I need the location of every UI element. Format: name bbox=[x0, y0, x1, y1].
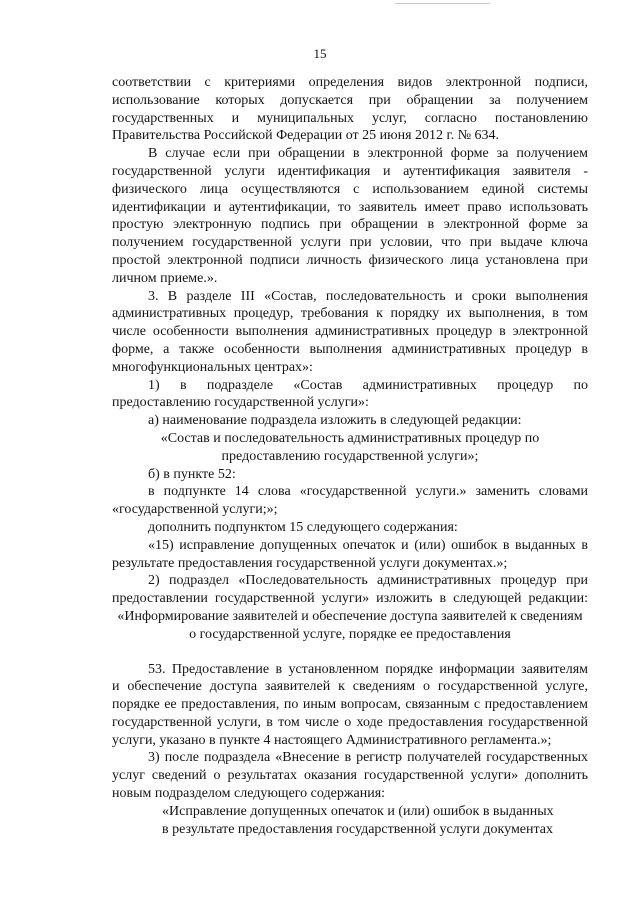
text-line: государственной услуги идентификация и аутентификация заявителя - bbox=[112, 163, 588, 179]
text-line: личном приеме.». bbox=[112, 270, 218, 286]
text-line: и обеспечение доступа заявителей к сведениям о государственной услуге, bbox=[112, 679, 588, 695]
blank-line bbox=[112, 644, 588, 661]
subsection-title-line: «Исправление допущенных опечаток и (или) ошибок в выданных bbox=[162, 803, 554, 819]
text-line: получением государственной услуги при условии, что при выдаче ключа bbox=[112, 235, 588, 251]
text-line: «15) исправление допущенных опечаток и (или) ошибок в выданных в bbox=[148, 537, 588, 553]
text-line: новым подразделом следующего содержания: bbox=[112, 786, 386, 802]
text-line: результате предоставления государственной услуги документах.»; bbox=[112, 555, 508, 571]
text-line: б) в пункте 52: bbox=[148, 466, 236, 482]
scan-artifact-line bbox=[395, 3, 490, 4]
subsection-title-line: предоставлению государственной услуги»; bbox=[221, 448, 479, 464]
text-line: многофункциональных центрах»: bbox=[112, 359, 313, 375]
text-line: административных процедур, требования к порядку их выполнения, в том bbox=[112, 306, 588, 322]
subsection-title-line: в результате предоставления государственной услуги документах bbox=[162, 821, 554, 837]
text-line: 2) подраздел «Последовательность административных процедур при bbox=[148, 573, 588, 589]
text-line: предоставлении государственной услуги» изложить в следующей редакции: bbox=[112, 591, 588, 607]
text-line: числе особенности выполнения административных процедур в электронной bbox=[112, 324, 588, 340]
text-line: государственных и муниципальных услуг, согласно постановлению bbox=[112, 110, 588, 126]
text-line: дополнить подпунктом 15 следующего содержания: bbox=[148, 519, 458, 535]
text-line: 3) после подраздела «Внесение в регистр получателей государственных bbox=[148, 750, 588, 766]
text-line: а) наименование подраздела изложить в следующей редакции: bbox=[148, 413, 522, 429]
text-line: соответствии с критериями определения видов электронной подписи, bbox=[112, 75, 588, 90]
text-line: В случае если при обращении в электронной форме за получением bbox=[148, 146, 588, 162]
text-line: услуг сведений о результатах оказания государственной услуги» дополнить bbox=[112, 768, 588, 784]
text-line: Правительства Российской Федерации от 25 июня 2012 г. № 634. bbox=[112, 128, 500, 144]
text-line: форме, а также особенности выполнения административных процедур в bbox=[112, 341, 588, 357]
text-line: идентификации и аутентификации, то заявитель имеет право использовать bbox=[112, 199, 588, 215]
text-line: предоставлению государственной услуги»: bbox=[112, 395, 369, 411]
text-line: простой электронной подписи личность физического лица установлена при bbox=[112, 252, 588, 268]
page-number: 15 bbox=[313, 46, 327, 61]
subsection-title-line: о государственной услуге, порядке ее предоставления bbox=[189, 626, 511, 642]
text-line: «государственной услуги;»; bbox=[112, 502, 278, 518]
text-line: 1) в подразделе «Состав административных процедур по bbox=[148, 377, 588, 393]
text-line: 53. Предоставление в установленном порядке информации заявителям bbox=[148, 661, 588, 677]
text-line: физического лица осуществляются с использованием единой системы bbox=[112, 181, 588, 197]
text-line: государственной услуги, в том числе о ходе предоставления государственной bbox=[112, 714, 588, 730]
text-line: услуги, указано в пункте 4 настоящего Административного регламента.»; bbox=[112, 732, 552, 748]
text-line: 3. В разделе III «Состав, последовательность и сроки выполнения bbox=[148, 288, 588, 304]
subsection-title-line: «Информирование заявителей и обеспечение доступа заявителей к сведениям bbox=[117, 608, 583, 624]
text-line: порядке ее предоставления, по иным вопросам, связанным с предоставлением bbox=[112, 697, 588, 713]
text-line: использование которых допускается при обращении за получением bbox=[112, 92, 588, 108]
subsection-title-line: «Состав и последовательность административных процедур по bbox=[160, 430, 540, 446]
text-line: в подпункте 14 слова «государственной услуги.» заменить словами bbox=[148, 484, 588, 500]
document-body bbox=[112, 74, 588, 838]
text-line: простую электронную подпись при обращении в электронной форме за bbox=[112, 217, 588, 233]
